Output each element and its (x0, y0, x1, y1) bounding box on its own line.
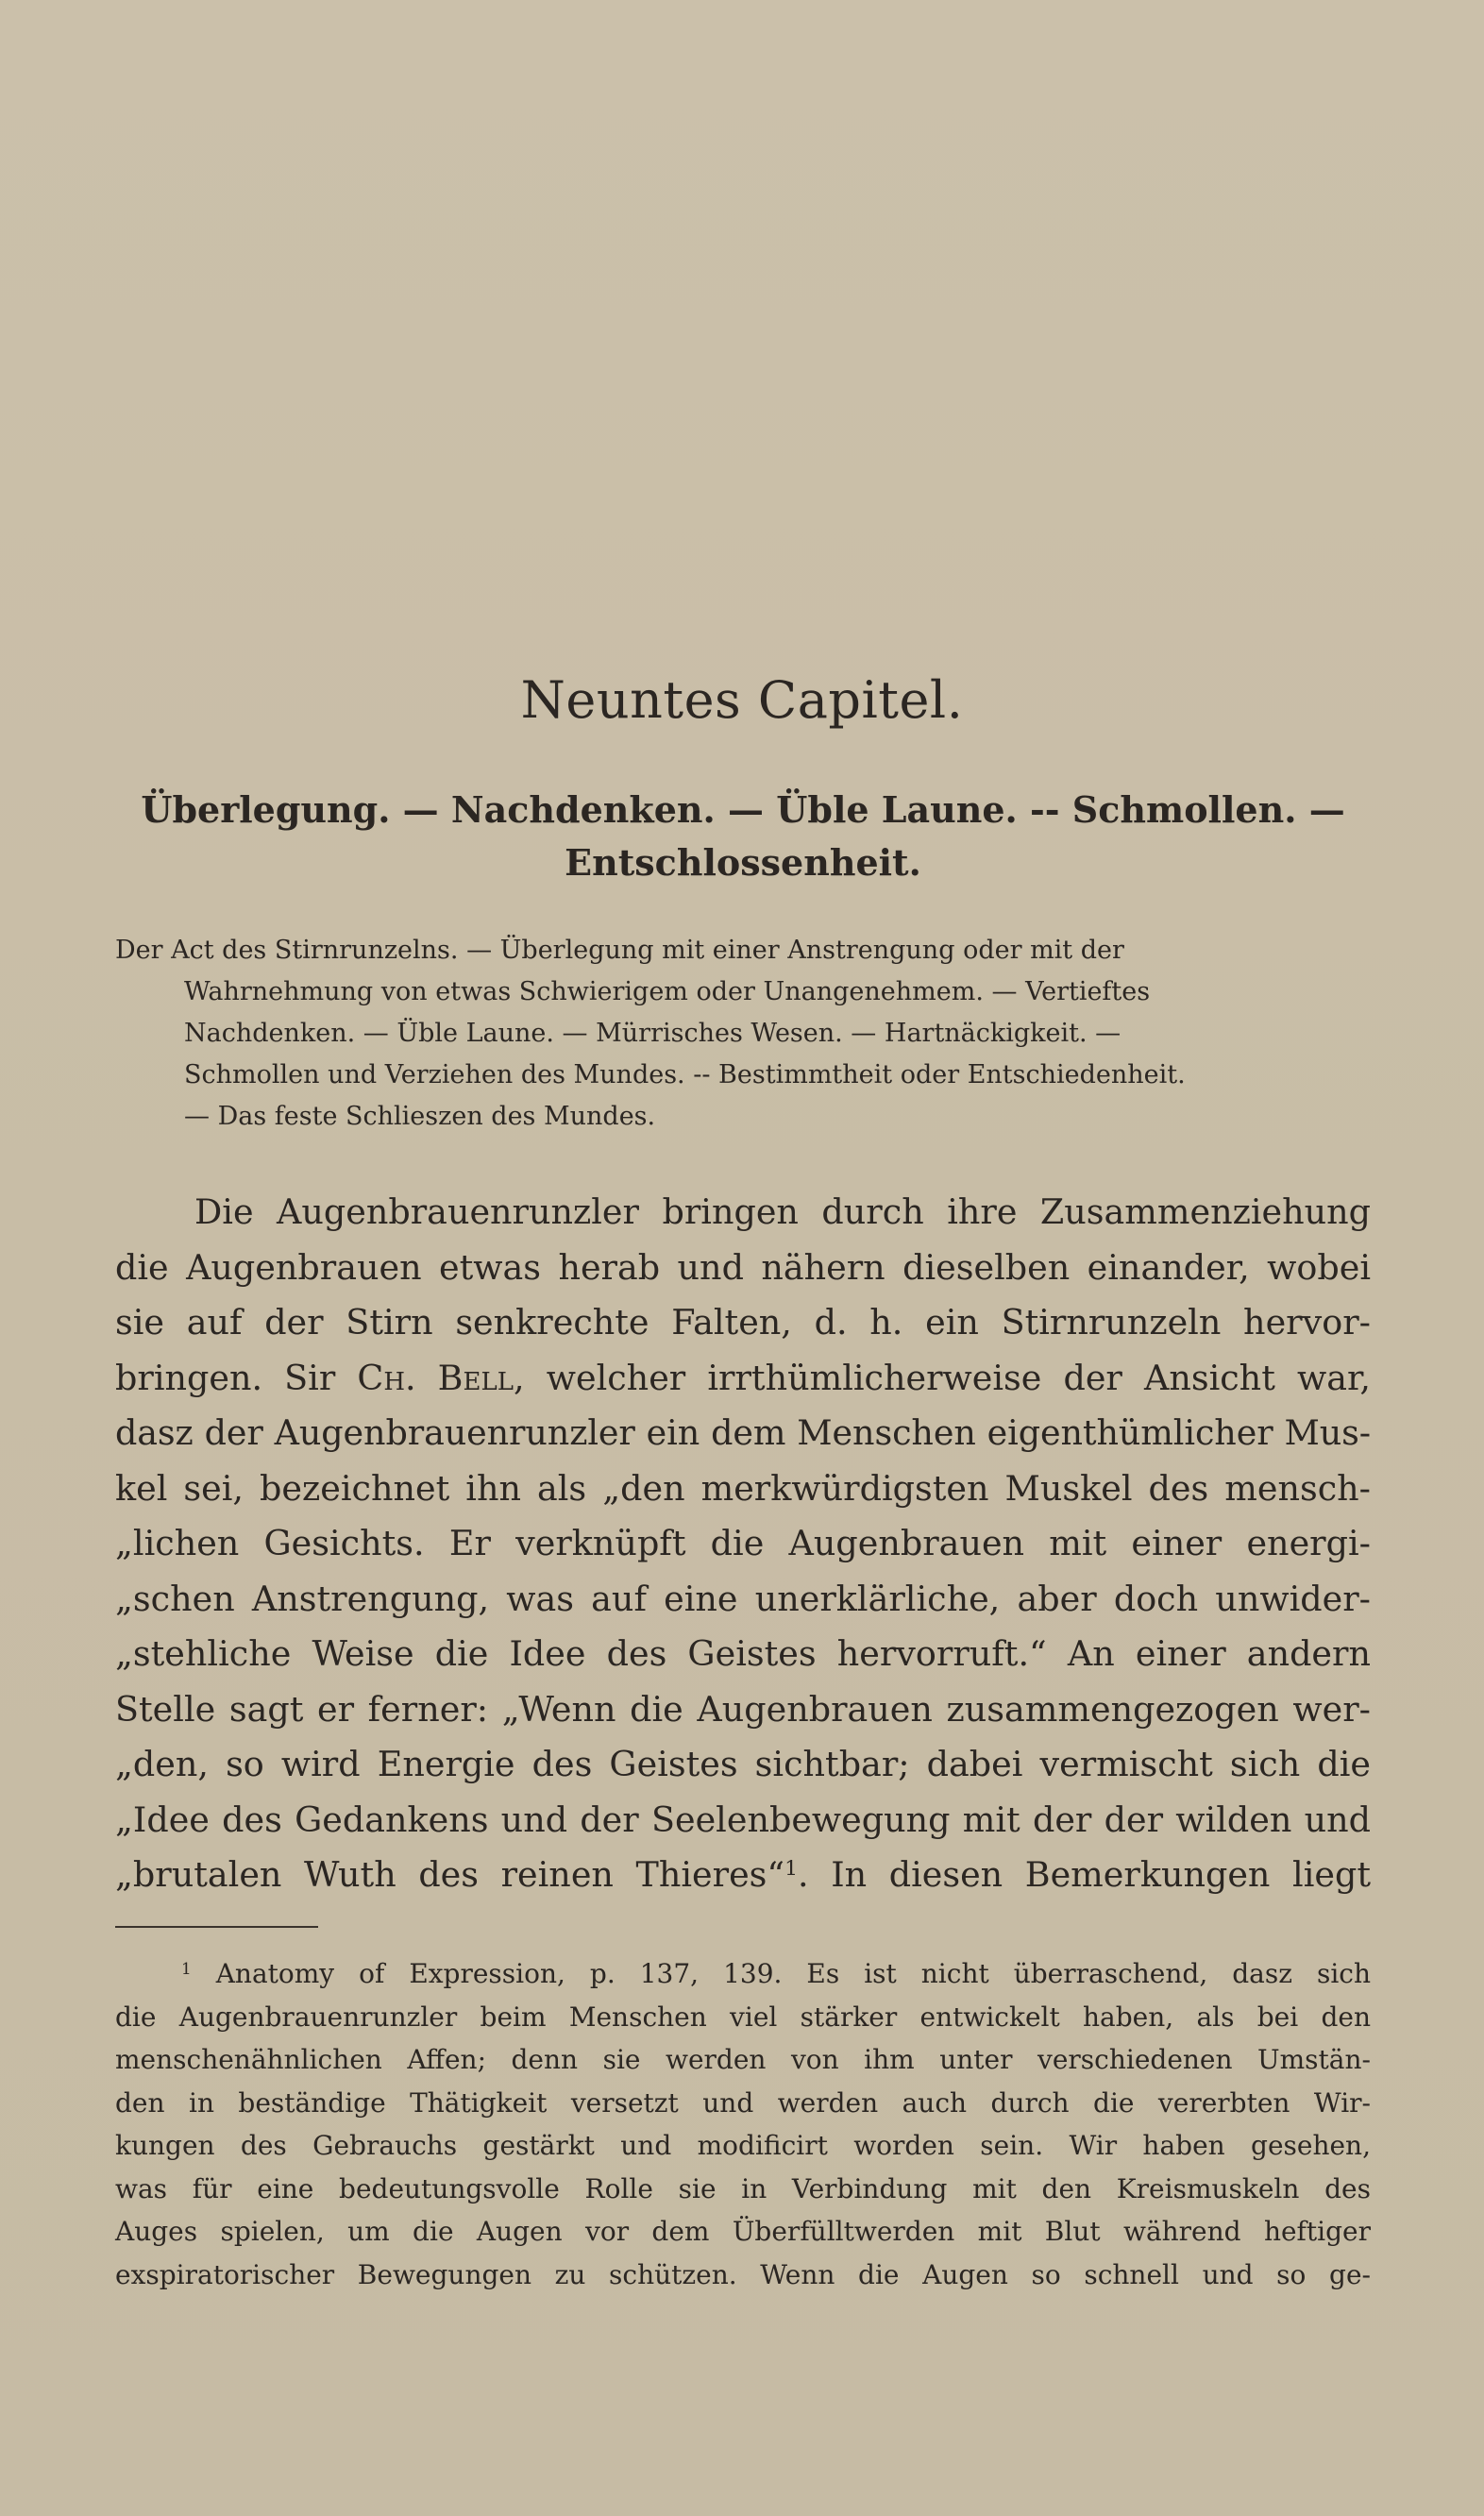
footnote-line-5: kungen des Gebrauchs gestärkt und modificirt worden sein. Wir haben gesehen, (115, 2130, 1371, 2161)
footnote-line-7: Auges spielen, um die Augen vor dem Überfülltwerden mit Blut während heftiger (115, 2216, 1371, 2247)
footnote-marker: 1 (181, 1958, 192, 1978)
body-line-11: „den, so wird Energie des Geistes sichtbar; dabei vermischt sich die (115, 1744, 1371, 1784)
body-line-7: „lichen Gesichts. Er verknüpft die Augenbrauen mit einer energi- (115, 1523, 1371, 1563)
footnote-line-3: menschenähnlichen Affen; denn sie werden von ihm unter verschiedenen Umstän- (115, 2044, 1371, 2075)
body-line-13 (115, 1848, 1371, 1903)
person-name-bell: Ch. Bell (357, 1357, 514, 1398)
body-paragraph (115, 1185, 1371, 1903)
chapter-title: Neuntes Capitel. (520, 670, 964, 730)
footnote-divider (115, 1926, 318, 1928)
footnote (115, 1952, 1371, 2296)
summary-line-3: Nachdenken. — Üble Laune. — Mürrisches Wesen. — Hartnäckigkeit. — (184, 1019, 1121, 1048)
footnote-line-8: exspiratorischer Bewegungen zu schützen. Wenn die Augen so schnell und so ge- (115, 2258, 1371, 2290)
summary-line-2: Wahrnehmung von etwas Schwierigem oder Unangenehmem. — Vertieftes (184, 977, 1151, 1006)
body-line-1: Die Augenbrauenrunzler bringen durch ihre Zusammenziehung (194, 1191, 1371, 1232)
footnote-line-6: was für eine bedeutungsvolle Rolle sie in Verbindung mit den Kreismuskeln des (115, 2172, 1371, 2204)
body-line-10: Stelle sagt er ferner: „Wenn die Augenbrauen zusammengezogen wer- (115, 1688, 1371, 1730)
chapter-summary (115, 930, 1371, 1138)
body-line-4 (115, 1351, 1371, 1407)
footnote-reference: 1 (784, 1856, 799, 1881)
footnote-line-1-text: Anatomy of Expression, p. 137, 139. Es ist nicht überraschend, dasz sich (215, 1958, 1371, 1989)
body-line-8: „schen Anstrengung, was auf eine unerklärliche, aber doch unwider- (115, 1578, 1371, 1619)
body-line-9: „stehliche Weise die Idee des Geistes hervorruft.“ An einer andern (115, 1633, 1371, 1674)
summary-line-4: Schmollen und Verziehen des Mundes. -- Bestimmtheit oder Entschiedenheit. (184, 1060, 1186, 1089)
footnote-line-4: den in beständige Thätigkeit versetzt und werden auch durch die vererbten Wir- (115, 2086, 1371, 2119)
chapter-subtitle-line-1: Überlegung. — Nachdenken. — Üble Laune. -- Schmollen. — (141, 788, 1345, 831)
chapter-subtitle (115, 784, 1371, 889)
body-line-4-start: bringen. Sir (115, 1357, 336, 1398)
footnote-line-2: die Augenbrauenrunzler beim Menschen viel stärker entwickelt haben, als bei den (115, 2001, 1371, 2033)
body-line-6: kel sei, bezeichnet ihn als „den merkwürdigsten Muskel des mensch- (115, 1467, 1371, 1509)
body-line-13-end: . In diesen Bemerkungen liegt (798, 1854, 1371, 1895)
chapter-subtitle-line-2: Entschlossenheit. (565, 841, 921, 884)
footnote-line-1 (115, 1952, 1371, 1996)
body-line-4-end: , welcher irrthümlicherweise der Ansicht war, (514, 1357, 1371, 1398)
body-line-5: dasz der Augenbrauenrunzler ein dem Menschen eigenthümlicher Mus- (115, 1412, 1371, 1453)
body-line-2: die Augenbrauen etwas herab und nähern dieselben einander, wobei (115, 1246, 1371, 1288)
body-line-3: sie auf der Stirn senkrechte Falten, d. h. ein Stirnrunzeln hervor- (115, 1302, 1371, 1342)
summary-line-5: — Das feste Schlieszen des Mundes. (184, 1102, 656, 1131)
body-line-12: „Idee des Gedankens und der Seelenbewegung mit der der wilden und (115, 1798, 1371, 1840)
summary-line-1: Der Act des Stirnrunzelns. — Überlegung mit einer Anstrengung oder mit der (115, 936, 1124, 965)
body-line-13-start: „brutalen Wuth des reinen Thieres“ (115, 1854, 785, 1895)
